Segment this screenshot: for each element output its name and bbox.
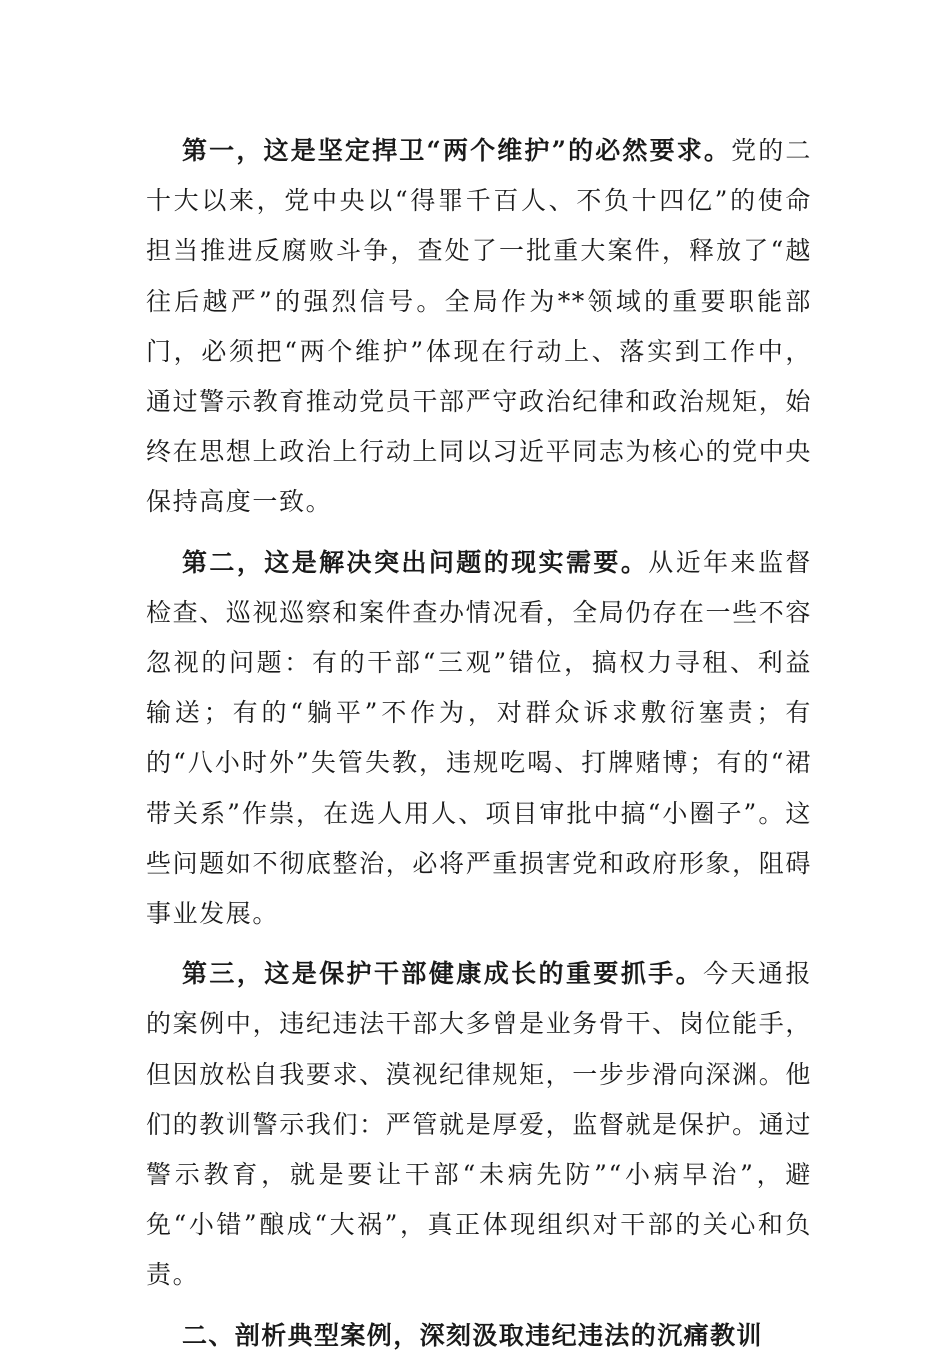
paragraph-first bbox=[146, 126, 812, 528]
paragraph-third bbox=[146, 949, 812, 1300]
section-heading: 二、剖析典型案例，深刻汲取违纪违法的沉痛教训 bbox=[182, 1320, 763, 1350]
document-body bbox=[146, 126, 812, 1361]
paragraph-third-body: 今天通报的案例中，违纪违法干部大多曾是业务骨干、岗位能手，但因放松自我要求、漠视纪律规矩，一步步滑向深渊。他们的教训警示我们：严管就是厚爱，监督就是保护。通过警示教育，就是要让干部“未病先防”“小病早治”，避免“小错”酿成“大祸”，真正体现组织对干部的关心和负责。 bbox=[146, 959, 812, 1290]
paragraph-second-body: 从近年来监督检查、巡视巡察和案件查办情况看，全局仍存在一些不容忽视的问题：有的干部“三观”错位，搞权力寻租、利益输送；有的“躺平”不作为，对群众诉求敷衍塞责；有的“八小时外”失管失教，违规吃喝、打牌赌博；有的“裙带关系”作祟，在选人用人、项目审批中搞“小圈子”。这些问题如不彻底整治，必将严重损害党和政府形象，阻碍事业发展。 bbox=[146, 547, 812, 929]
paragraph-first-body: 党的二十大以来，党中央以“得罪千百人、不负十四亿”的使命担当推进反腐败斗争，查处了一批重大案件，释放了“越往后越严”的强烈信号。全局作为**领域的重要职能部门，必须把“两个维护”体现在行动上、落实到工作中，通过警示教育推动党员干部严守政治纪律和政治规矩，始终在思想上政治上行动上同以习近平同志为核心的党中央保持高度一致。 bbox=[146, 136, 812, 517]
paragraph-second bbox=[146, 538, 812, 940]
paragraph-third-lead: 第三，这是保护干部健康成长的重要抓手。 bbox=[182, 959, 704, 989]
paragraph-first-lead: 第一，这是坚定捍卫“两个维护”的必然要求。 bbox=[182, 136, 732, 165]
paragraph-second-lead: 第二，这是解决突出问题的现实需要。 bbox=[182, 547, 649, 577]
